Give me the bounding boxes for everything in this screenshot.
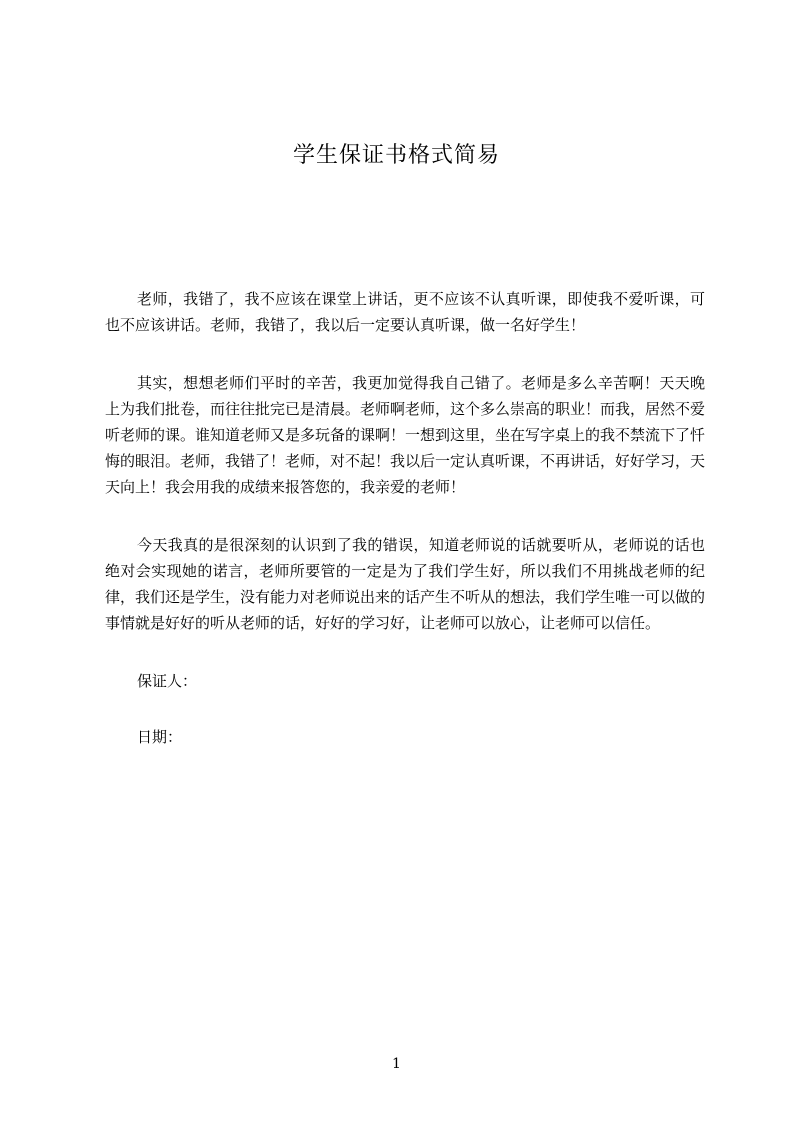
document-body — [105, 286, 705, 780]
paragraph-2: 其实，想想老师们平时的辛苦，我更加觉得我自己错了。老师是多么辛苦啊！天天晚上为我们批卷，而往往批完已是清晨。老师啊老师，这个多么崇高的职业！而我，居然不爱听老师的课。谁知道老师又是多玩备的课啊！一想到这里，坐在写字桌上的我不禁流下了忏悔的眼泪。老师，我错了！老师，对不起！我以后一定认真听课，不再讲话，好好学习，天天向上！我会用我的成绩来报答您的，我亲爱的老师！ — [105, 374, 706, 496]
document-title: 学生保证书格式简易 — [292, 143, 500, 168]
paragraph-1: 老师，我错了，我不应该在课堂上讲话，更不应该不认真听课，即使我不爱听课，可也不应该讲话。老师，我错了，我以后一定要认真听课，做一名好学生！ — [105, 290, 705, 334]
page-number: 1 — [392, 1056, 401, 1072]
guarantor-label: 保证人： — [137, 672, 198, 690]
date-label: 日期： — [137, 728, 183, 746]
paragraph-3: 今天我真的是很深刻的认识到了我的错误，知道老师说的话就要听从，老师说的话也绝对会实现她的诺言，老师所要管的一定是为了我们学生好，所以我们不用挑战老师的纪律，我们还是学生，没有能力对老师说出来的话产生不听从的想法，我们学生唯一可以做的事情就是好好的听从老师的话，好好的学习好，让老师可以放心，让老师可以信任。 — [105, 536, 706, 632]
